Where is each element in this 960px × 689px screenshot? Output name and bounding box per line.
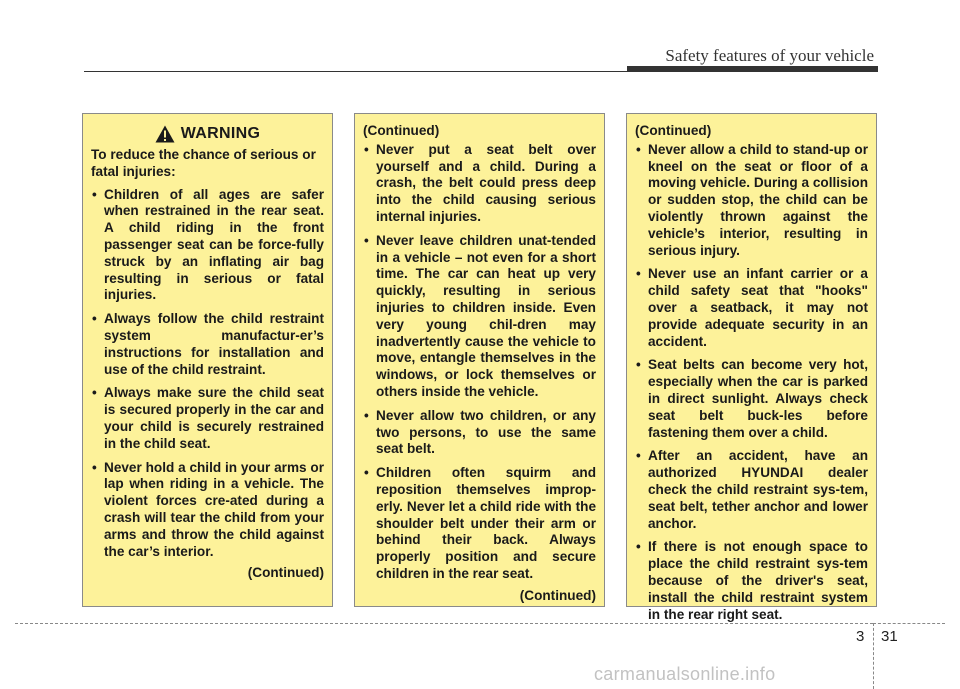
continued-label: (Continued) bbox=[519, 587, 596, 603]
list-item: • Always make sure the child seat is secured properly in the car and your child is securely restrained in the child seat. bbox=[91, 385, 324, 452]
warning-list-2 bbox=[363, 142, 596, 583]
footer-rule bbox=[15, 623, 873, 624]
warning-box-3 bbox=[626, 113, 877, 622]
continued-label: (Continued) bbox=[363, 123, 440, 138]
list-item: • Children of all ages are safer when restrained in the rear seat. A child riding in the front passenger seat can be force-fully struck by an inflating air bag resulting in serious or fatal injuries. bbox=[91, 187, 324, 305]
watermark: carmanualsonline.info bbox=[594, 664, 776, 684]
footer-divider bbox=[873, 623, 874, 689]
chapter-number: 3 bbox=[856, 628, 865, 645]
warning-list-1 bbox=[91, 187, 324, 561]
warning-box-2 bbox=[354, 113, 605, 607]
page-header-title: Safety features of your vehicle bbox=[665, 46, 874, 65]
list-item: • Always follow the child restraint system manufactur-er’s instructions for installation and use of the child restraint. bbox=[91, 311, 324, 378]
footer-rule-right bbox=[873, 623, 945, 624]
header-rule-accent bbox=[627, 66, 878, 72]
list-item: • If there is not enough space to place the child restraint sys-tem because of the driver's seat, install the child restraint system in the rear right seat. bbox=[635, 539, 868, 623]
list-item: • Children often squirm and reposition themselves improp-erly. Never let a child ride with the shoulder belt under their arm or behind their back. Always properly position and secure children in the rear seat. bbox=[363, 465, 596, 583]
warning-box-1 bbox=[82, 113, 333, 607]
list-item: • Never use an infant carrier or a child safety seat that "hooks" over a seatback, it may not provide adequate security in an accident. bbox=[635, 266, 868, 350]
warning-heading-text: WARNING bbox=[180, 124, 261, 142]
list-item: • Never allow a child to stand-up or kneel on the seat or floor of a moving vehicle. During a collision or sudden stop, the child can be violently thrown against the vehicle’s interior, resulting in serious injury. bbox=[635, 142, 868, 260]
list-item: • Never hold a child in your arms or lap when riding in a vehicle. The violent forces cre-ated during a crash will tear the child from your arms and throw the child against the car’s interior. bbox=[91, 460, 324, 561]
continued-label: (Continued) bbox=[247, 565, 324, 581]
warning-list-3 bbox=[635, 142, 868, 624]
list-item: • Never put a seat belt over yourself and a child. During a crash, the belt could press deep into the child causing serious internal injuries. bbox=[363, 142, 596, 226]
list-item: • Seat belts can become very hot, especially when the car is parked in direct sunlight. Always check seat belt buck-les before fastening them over a child. bbox=[635, 357, 868, 441]
list-item: • After an accident, have an authorized HYUNDAI dealer check the child restraint sys-tem, seat belt, tether anchor and lower anchor. bbox=[635, 448, 868, 532]
warning-heading bbox=[91, 125, 324, 143]
list-item: • Never leave children unat-tended in a vehicle – not even for a short time. The car can heat up very quickly, resulting in serious injuries to children inside. Even very young chil-dren may inadvertently cause the vehicle to move, entangle themselves in the windows, or lock themselves or others inside the vehicle. bbox=[363, 233, 596, 401]
page-number: 31 bbox=[881, 628, 898, 645]
warning-triangle-icon bbox=[155, 125, 175, 143]
warning-intro: To reduce the chance of serious or fatal injuries: bbox=[91, 147, 316, 179]
list-item: • Never allow two children, or any two persons, to use the same seat belt. bbox=[363, 408, 596, 458]
continued-label: (Continued) bbox=[635, 123, 712, 138]
